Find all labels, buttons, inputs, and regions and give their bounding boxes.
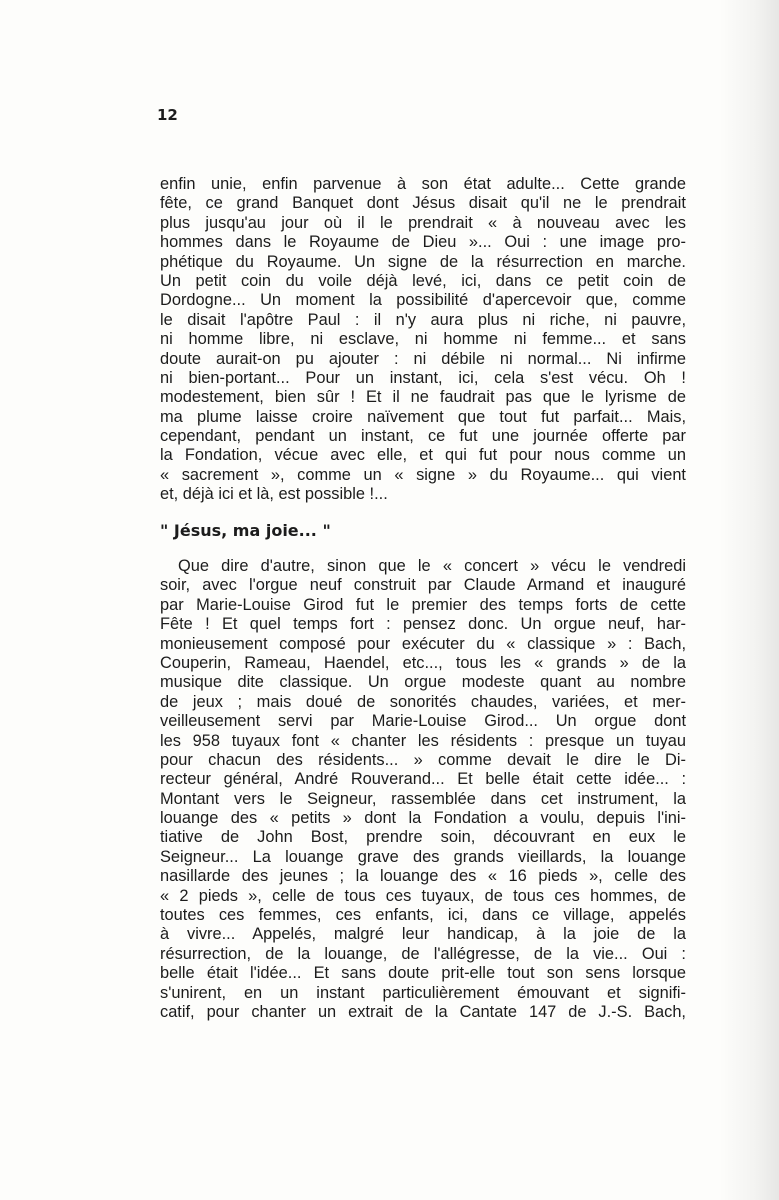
text-line: belle était l'idée... Et sans doute prit-elle tout son sens lorsque bbox=[160, 964, 686, 983]
page-edge-shadow bbox=[719, 0, 779, 1200]
text-line: « sacrement », comme un « signe » du Royaume... qui vient bbox=[160, 465, 686, 484]
text-line: cependant, pendant un instant, ce fut une journée offerte par bbox=[160, 427, 686, 446]
text-line: les 958 tuyaux font « chanter les résidents : presque un tuyau bbox=[160, 731, 686, 750]
paragraph-1 bbox=[160, 175, 686, 505]
text-line: fête, ce grand Banquet dont Jésus disait qu'il ne le prendrait bbox=[160, 194, 686, 213]
text-line: phétique du Royaume. Un signe de la résurrection en marche. bbox=[160, 252, 686, 271]
text-line: ni bien-portant... Pour un instant, ici, cela s'est vécu. Oh ! bbox=[160, 368, 686, 387]
text-line: et, déjà ici et là, est possible !... bbox=[160, 485, 388, 504]
text-line: pour chacun des résidents... » comme devait le dire le Di- bbox=[160, 750, 686, 769]
text-line: tiative de John Bost, prendre soin, découvrant en eux le bbox=[160, 828, 686, 847]
text-line: ni homme libre, ni esclave, ni homme ni femme... et sans bbox=[160, 330, 686, 349]
text-line: nasillarde des jeunes ; la louange des « 16 pieds », celle des bbox=[160, 867, 686, 886]
text-line: plus jusqu'au jour où il le prendrait « à nouveau avec les bbox=[160, 213, 686, 232]
text-line: hommes dans le Royaume de Dieu »... Oui : une image pro- bbox=[160, 233, 686, 252]
text-line: Que dire d'autre, sinon que le « concert » vécu le vendredi bbox=[178, 557, 686, 575]
text-line: monieusement composé pour exécuter du « classique » : Bach, bbox=[160, 634, 686, 653]
text-line: Fête ! Et quel temps fort : pensez donc. Un orgue neuf, har- bbox=[160, 615, 686, 634]
text-line: Seigneur... La louange grave des grands vieillards, la louange bbox=[160, 847, 686, 866]
text-line: Dordogne... Un moment la possibilité d'apercevoir que, comme bbox=[160, 291, 686, 310]
text-line: par Marie-Louise Girod fut le premier des temps forts de cette bbox=[160, 595, 686, 614]
text-line: louange des « petits » dont la Fondation a voulu, depuis l'ini- bbox=[160, 809, 686, 828]
text-line: Couperin, Rameau, Haendel, etc..., tous les « grands » de la bbox=[160, 653, 686, 672]
text-line: s'unirent, en un instant particulièrement émouvant et signifi- bbox=[160, 983, 686, 1002]
text-line: Montant vers le Seigneur, rassemblée dans cet instrument, la bbox=[160, 789, 686, 808]
text-line: « 2 pieds », celle de tous ces tuyaux, de tous ces hommes, de bbox=[160, 886, 686, 905]
text-line: musique dite classique. Un orgue modeste quant au nombre bbox=[160, 673, 686, 692]
text-line: doute aurait-on pu ajouter : ni débile ni normal... Ni infirme bbox=[160, 349, 686, 368]
text-line: la Fondation, vécue avec elle, et qui fut pour nous comme un bbox=[160, 446, 686, 465]
paragraph-2 bbox=[160, 557, 686, 1022]
text-line: recteur général, André Rouverand... Et belle était cette idée... : bbox=[160, 770, 686, 789]
page-number: 12 bbox=[157, 106, 178, 124]
text-line: Un petit coin du voile déjà levé, ici, dans ce petit coin de bbox=[160, 271, 686, 290]
text-line: soir, avec l'orgue neuf construit par Claude Armand et inauguré bbox=[160, 576, 686, 595]
text-line: de jeux ; mais doué de sonorités chaudes, variées, et mer- bbox=[160, 692, 686, 711]
text-line: modestement, bien sûr ! Et il ne faudrait pas que le lyrisme de bbox=[160, 388, 686, 407]
text-line: ma plume laisse croire naïvement que tout fut parfait... Mais, bbox=[160, 407, 686, 426]
text-line: catif, pour chanter un extrait de la Cantate 147 de J.-S. Bach, bbox=[160, 1002, 686, 1021]
text-line: à vivre... Appelés, malgré leur handicap, à la joie de la bbox=[160, 925, 686, 944]
text-line: le disait l'apôtre Paul : il n'y aura plus ni riche, ni pauvre, bbox=[160, 310, 686, 329]
text-line: toutes ces femmes, ces enfants, ici, dans ce village, appelés bbox=[160, 906, 686, 925]
section-heading: " Jésus, ma joie... " bbox=[160, 521, 331, 540]
text-line: veilleusement servi par Marie-Louise Girod... Un orgue dont bbox=[160, 712, 686, 731]
text-line: enfin unie, enfin parvenue à son état adulte... Cette grande bbox=[160, 175, 686, 193]
text-line: résurrection, de la louange, de l'allégresse, de la vie... Oui : bbox=[160, 944, 686, 963]
